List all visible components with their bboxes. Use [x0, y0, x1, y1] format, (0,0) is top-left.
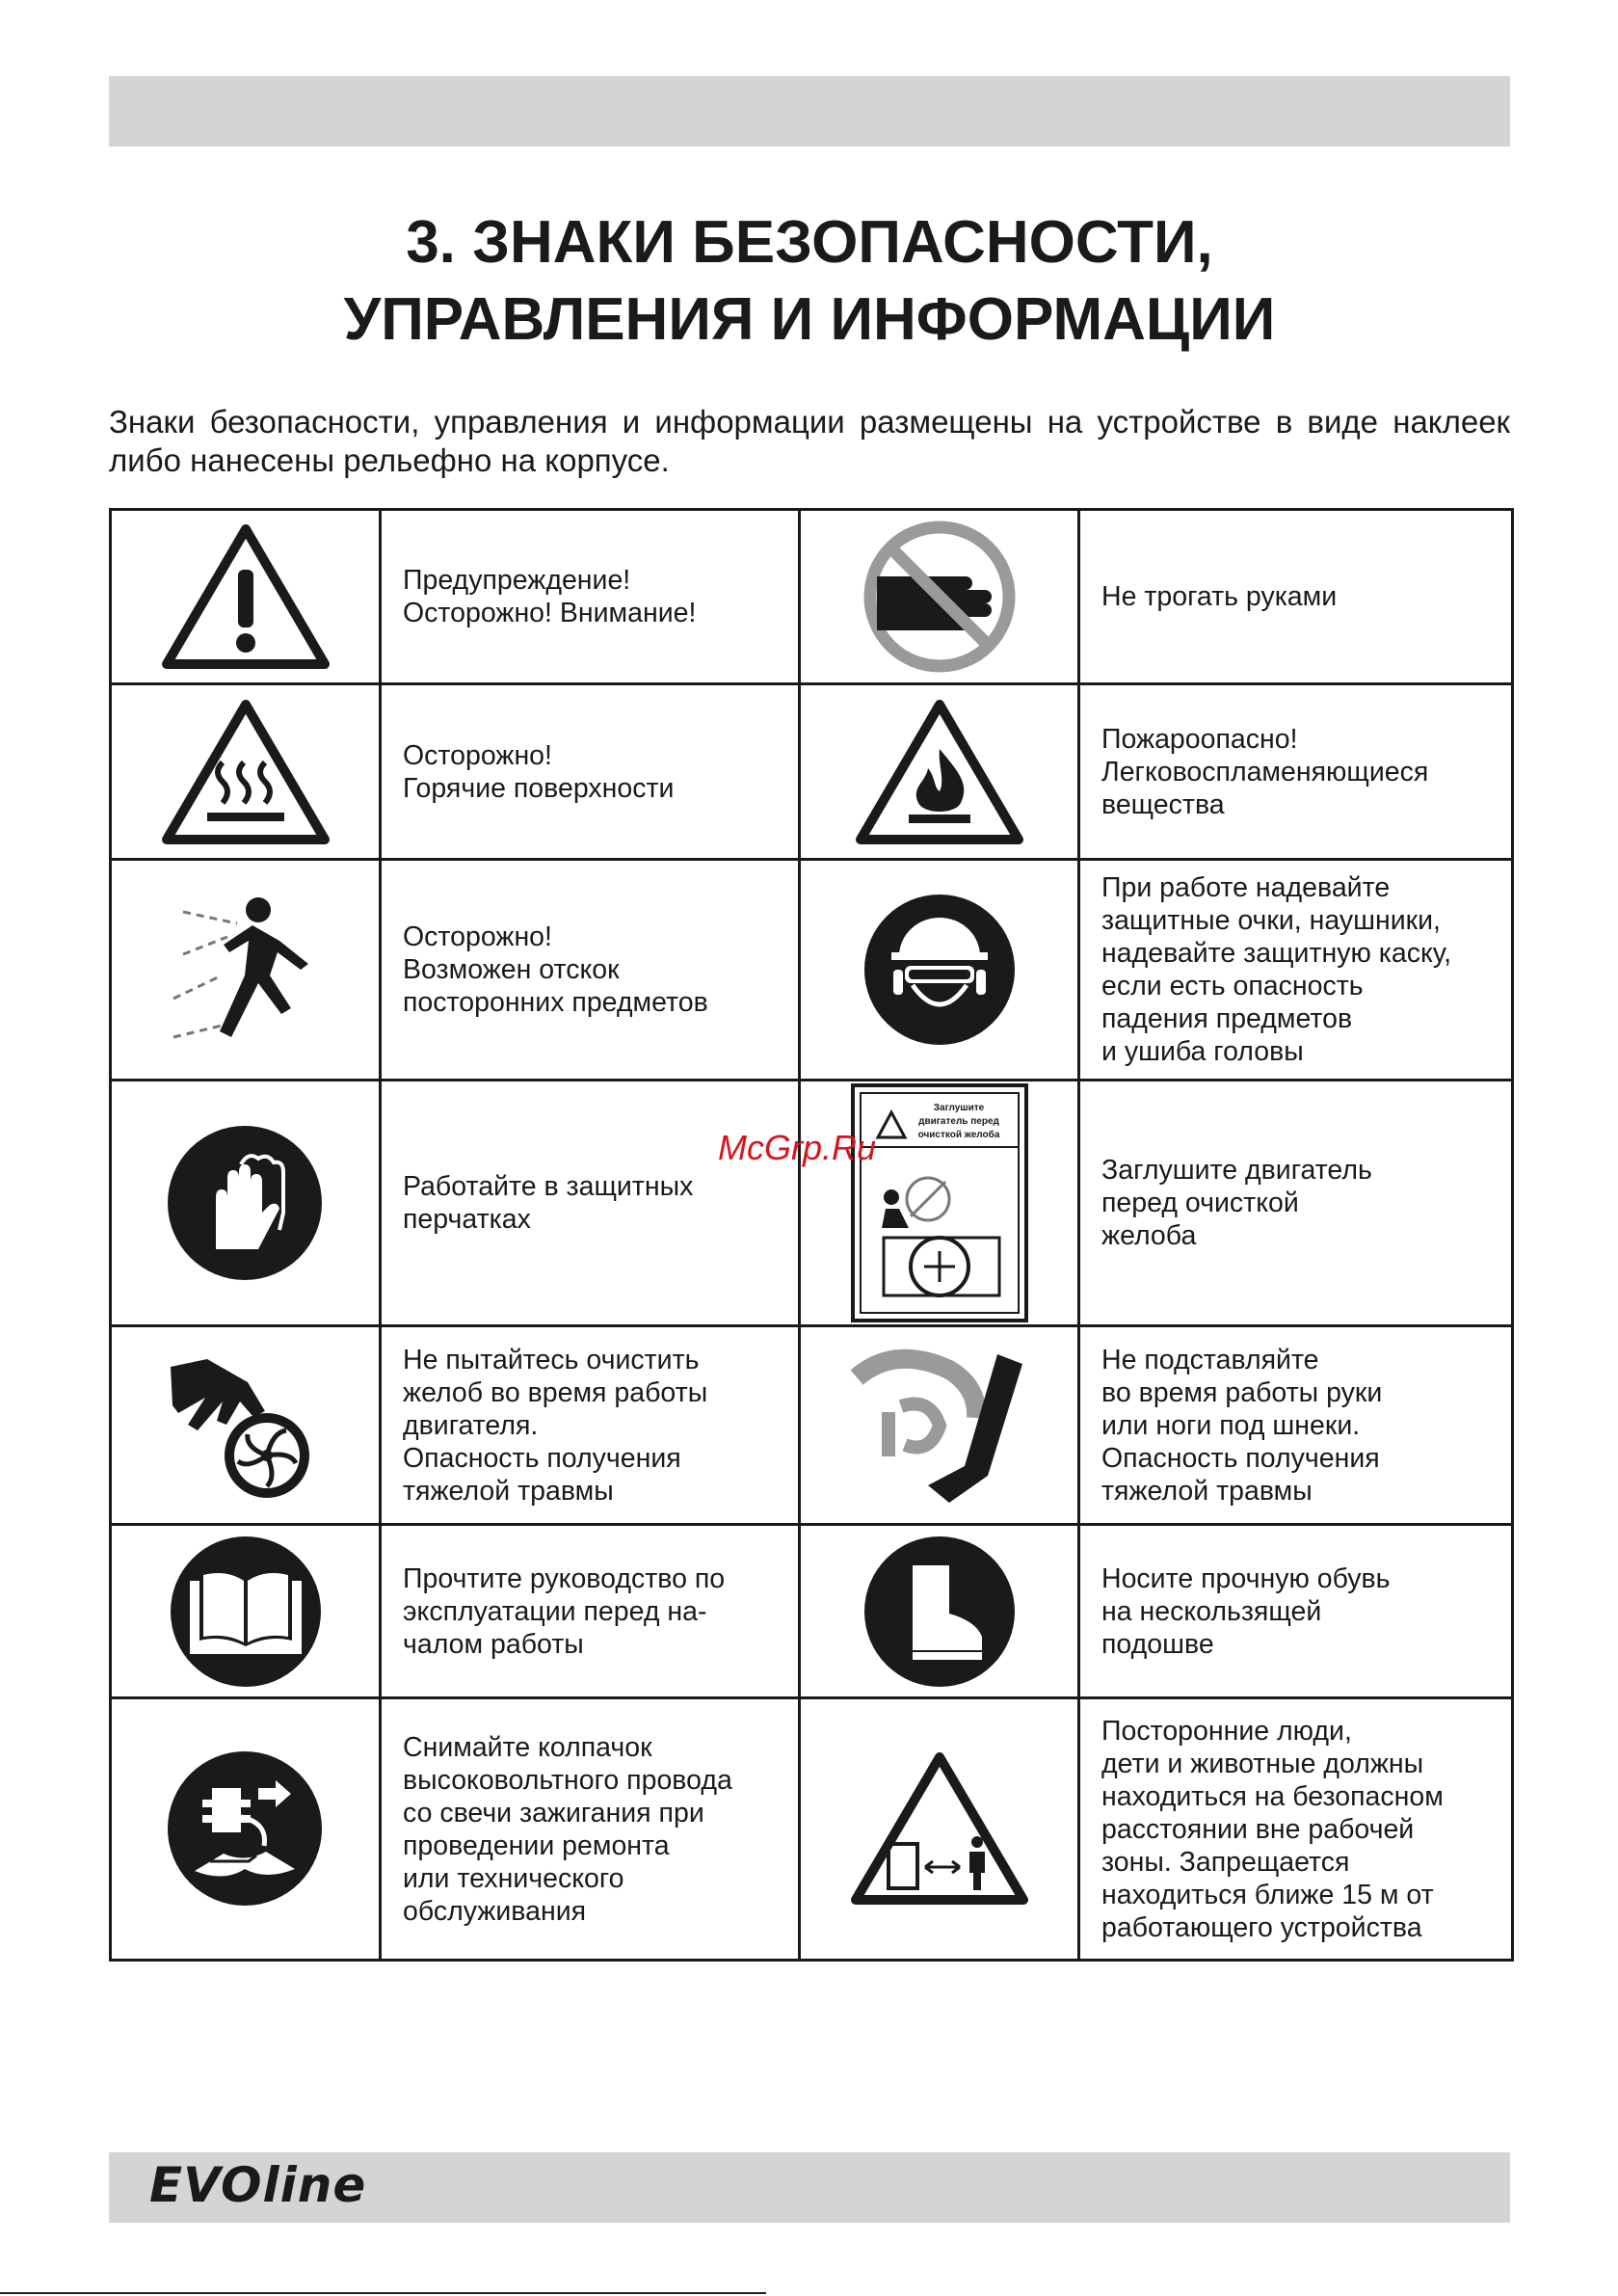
table-row — [111, 510, 1513, 684]
sign-description: Пожароопасно! Легковоспламеняющиеся вещества — [1079, 684, 1513, 860]
sign-description: Посторонние люди, дети и животные должны находиться на безопасном расстоянии вне рабочей зоны. Запрещается находиться ближе 15 м от работающего устройства — [1079, 1698, 1513, 1961]
sign-cell — [111, 1525, 381, 1698]
table-row — [111, 1698, 1513, 1961]
flammable-icon — [853, 695, 1026, 849]
sign-cell — [800, 860, 1079, 1081]
keep-distance-icon — [848, 1748, 1031, 1911]
hot-surface-icon — [159, 695, 332, 849]
sign-cell — [800, 1698, 1079, 1961]
sign-description: Не подставляйте во время работы руки или ноги под шнеки. Опасность получения тяжелой травмы — [1079, 1326, 1513, 1525]
stop-engine-chute-icon — [851, 1083, 1028, 1322]
auger-hazard-icon — [843, 1339, 1036, 1512]
sign-cell — [111, 684, 381, 860]
sign-description: Предупреждение! Осторожно! Внимание! — [381, 510, 800, 684]
sign-description: При работе надевайте защитные очки, наушники, надевайте защитную каску, если есть опасность падения предметов и ушиба головы — [1079, 860, 1513, 1081]
footer-line — [0, 2292, 766, 2294]
sign-cell — [800, 1326, 1079, 1525]
sign-cell — [111, 1698, 381, 1961]
sign-cell — [111, 1081, 381, 1326]
warning-exclamation-icon — [159, 520, 332, 674]
sign-description: Осторожно! Возможен отскок посторонних предметов — [381, 860, 800, 1081]
safety-boots-icon — [862, 1535, 1017, 1689]
read-manual-icon — [169, 1535, 323, 1689]
table-row — [111, 1525, 1513, 1698]
sign-cell — [111, 860, 381, 1081]
sign-description: Работайте в защитных перчатках — [381, 1081, 800, 1326]
sign-cell — [800, 684, 1079, 860]
sign-cell — [800, 510, 1079, 684]
watermark: McGrp.Ru — [718, 1128, 877, 1167]
gloves-icon — [166, 1124, 325, 1283]
spark-plug-icon — [166, 1749, 325, 1909]
table-row — [111, 1326, 1513, 1525]
signs-table — [109, 508, 1514, 1962]
table-row — [111, 860, 1513, 1081]
protective-gear-icon — [862, 893, 1017, 1047]
sign-description: Снимайте колпачок высоковольтного провода со свечи зажигания при проведении ремонта или технического обслуживания — [381, 1698, 800, 1961]
sign-description: Носите прочную обувь на нескользящей подошве — [1079, 1525, 1513, 1698]
svg-text:очисткой желоба: очисткой желоба — [917, 1130, 999, 1140]
sign-cell — [800, 1525, 1079, 1698]
chute-hand-hazard-icon — [159, 1344, 332, 1508]
thrown-objects-icon — [164, 883, 328, 1056]
sign-cell — [800, 1081, 1079, 1326]
table-row — [111, 684, 1513, 860]
title-line-2: УПРАВЛЕНИЯ И ИНФОРМАЦИИ — [343, 286, 1276, 353]
sign-cell — [111, 1326, 381, 1525]
sign-description: Осторожно! Горячие поверхности — [381, 684, 800, 860]
svg-text:двигатель перед: двигатель перед — [917, 1116, 999, 1127]
sign-description: Заглушите двигатель перед очисткой желоба — [1079, 1081, 1513, 1326]
sign-description: Не трогать руками — [1079, 510, 1513, 684]
title-line-1: 3. ЗНАКИ БЕЗОПАСНОСТИ, — [406, 209, 1213, 276]
sign-description: Не пытайтесь очистить желоб во время работы двигателя. Опасность получения тяжелой травмы — [381, 1326, 800, 1525]
sign-cell — [111, 510, 381, 684]
no-touch-hand-icon — [858, 515, 1021, 679]
svg-text:Заглушите: Заглушите — [933, 1103, 984, 1113]
page-title — [109, 204, 1510, 359]
intro-paragraph: Знаки безопасности, управления и информации размещены на устройстве в виде наклеек либо нанесены рельефно на корпусе. — [109, 404, 1510, 478]
brand-logo: EVOline — [149, 2157, 367, 2213]
table-row — [111, 1081, 1513, 1326]
header-bar — [109, 76, 1510, 147]
sign-description: Прочтите руководство по эксплуатации перед на- чалом работы — [381, 1525, 800, 1698]
